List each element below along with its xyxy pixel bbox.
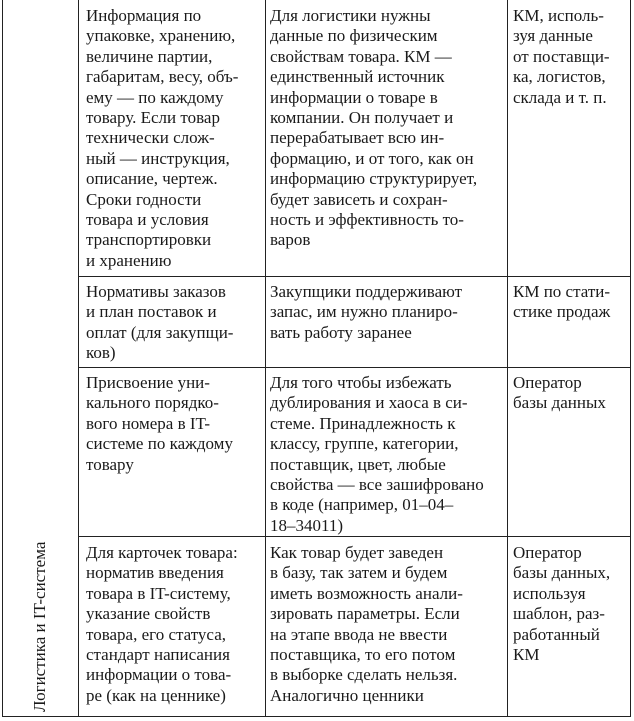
cell-why: Как товар будет заведен в базу, так затем и будем иметь возможность анали- зировать параметры. Если на этапе ввода не ввести поставщика, то его потом в выборке сделать нельзя. Аналогично ценники <box>270 543 463 705</box>
cell-what: Информация по упаковке, хранению, величине партии, габаритам, весу, объ- ему — по каждому товару. Если товар технически слож- ный — инструкция, описание, чертеж. Сроки годности товара и условия транспортировки и хранению <box>86 6 239 270</box>
row-divider <box>79 276 630 277</box>
column-divider <box>78 0 79 716</box>
cell-who: Оператор базы данных, используя шаблон, раз- работанный КМ <box>513 543 611 665</box>
cell-what: Нормативы заказов и план поставок и оплат (для закупщи- ков) <box>86 282 234 363</box>
column-divider <box>265 0 266 716</box>
cell-who: Оператор базы данных <box>513 373 606 413</box>
cell-who: КМ по стати- стике продаж <box>513 282 611 322</box>
cell-who: КМ, исполь- зуя данные от поставщи- ка, логистов, склада и т. п. <box>513 6 610 107</box>
column-divider <box>507 0 508 716</box>
cell-what: Для карточек товара: норматив введения товара в IT-систему, указание свойств товара, его статуса, стандарт написания информации о това- ре (как на ценнике) <box>86 543 238 705</box>
row-divider <box>79 367 630 368</box>
cell-why: Для логистики нужны данные по физическим свойствам товара. КМ — единственный источник информации о товаре в компании. Он получает и перерабатывает всю ин- формацию, и от того, как он информацию структурирует, будет зависеть и сохран- ность и эффективность то- варов <box>270 6 478 250</box>
section-label: Логистика и IT-система <box>30 541 49 712</box>
cell-why: Для того чтобы избежать дублирования и хаоса в си- стеме. Принадлежность к классу, группе, категории, поставщик, цвет, любые свойства — все зашифровано в коде (например, 01–04– 18–34011) <box>270 373 484 535</box>
cell-why: Закупщики поддерживают запас, им нужно планиро- вать работу заранее <box>270 282 463 342</box>
cell-what: Присвоение уни- кального порядко- вого номера в IT- системе по каждому товару <box>86 373 233 474</box>
